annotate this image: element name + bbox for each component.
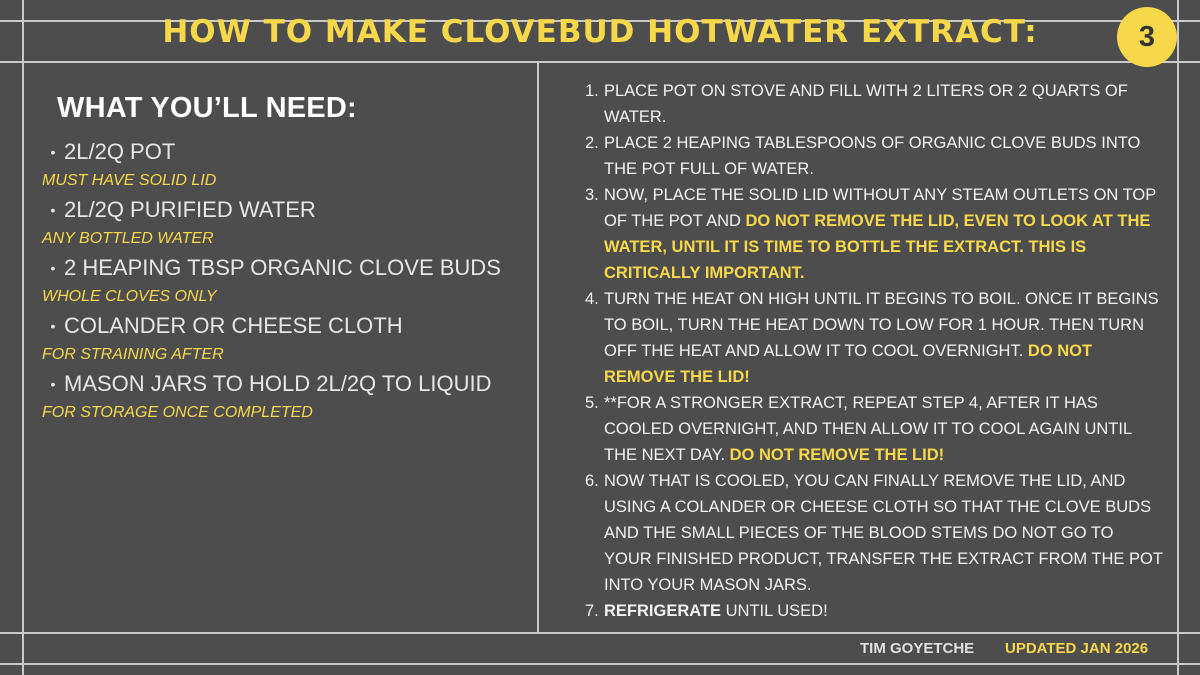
step-item: [585, 286, 1165, 390]
step-text-part: **FOR A STRONGER EXTRACT, REPEAT STEP 4, AFTER IT HAS COOLED OVERNIGHT, AND THEN ALLOW IT TO COOL AGAIN UNTIL THE NEXT DAY.: [604, 394, 1132, 464]
needs-item-note: ANY BOTTLED WATER: [42, 230, 214, 247]
step-item: [585, 182, 1165, 286]
page-title: HOW TO MAKE CLOVEBUD HOTWATER EXTRACT:: [162, 14, 1038, 50]
bullet-icon: •: [50, 202, 56, 218]
frame-line-header-bottom: [0, 61, 1200, 63]
needs-item: [40, 251, 530, 309]
step-number: 3.: [585, 186, 599, 204]
step-item: [585, 390, 1165, 468]
needs-panel: [40, 92, 530, 425]
steps-list: [585, 78, 1165, 624]
needs-item-note: FOR STRAINING AFTER: [42, 346, 224, 363]
needs-item: [40, 367, 530, 425]
needs-item-row: [40, 367, 530, 401]
needs-item-note: FOR STORAGE ONCE COMPLETED: [42, 404, 313, 421]
step-text-part: PLACE 2 HEAPING TABLESPOONS OF ORGANIC CLOVE BUDS INTO THE POT FULL OF WATER.: [604, 134, 1141, 178]
step-text: [604, 468, 1165, 598]
step-item: [585, 598, 1165, 624]
needs-item-label: 2L/2Q PURIFIED WATER: [64, 197, 316, 222]
needs-item: [40, 193, 530, 251]
step-text-part: TURN THE HEAT ON HIGH UNTIL IT BEGINS TO BOIL. ONCE IT BEGINS TO BOIL, TURN THE HEAT DOWN TO LOW FOR 1 HOUR. THEN TURN OFF THE HEAT AND ALLOW IT TO COOL OVERNIGHT.: [604, 290, 1159, 360]
needs-item: [40, 135, 530, 193]
step-text-part: REFRIGERATE: [604, 602, 722, 620]
step-text-part: NOW THAT IS COOLED, YOU CAN FINALLY REMOVE THE LID, AND USING A COLANDER OR CHEESE CLOTH SO THAT THE CLOVE BUDS AND THE SMALL PIECES OF THE BLOOD STEMS DO NOT GO TO YOUR FINISHED PRODUCT, TRANSFER THE EXTRACT FROM THE POT INTO YOUR MASON JARS.: [604, 472, 1163, 594]
frame-line-content-bottom: [0, 632, 1200, 634]
needs-list: [40, 135, 530, 425]
needs-item-label: COLANDER OR CHEESE CLOTH: [64, 313, 403, 338]
needs-item-label: MASON JARS TO HOLD 2L/2Q TO LIQUID: [64, 371, 492, 396]
step-number: 2.: [585, 134, 599, 152]
step-text: [604, 390, 1165, 468]
bullet-icon: •: [50, 260, 56, 276]
frame-line-left: [22, 0, 24, 675]
step-item: [585, 468, 1165, 598]
step-item: [585, 78, 1165, 130]
bullet-icon: •: [50, 376, 56, 392]
needs-item-row: [40, 309, 530, 343]
step-item: [585, 130, 1165, 182]
frame-line-footer-bottom: [0, 663, 1200, 665]
step-text-part: NOW, PLACE THE SOLID LID WITHOUT ANY STEAM OUTLETS ON TOP OF THE POT AND: [604, 186, 1156, 230]
step-warning-text: DO NOT REMOVE THE LID!: [729, 446, 945, 464]
step-warning-text: DO NOT REMOVE THE LID!: [604, 342, 1093, 386]
updated-date: UPDATED JAN 2026: [1005, 640, 1149, 657]
needs-item-row: [40, 251, 530, 285]
step-text-part: PLACE POT ON STOVE AND FILL WITH 2 LITERS OR 2 QUARTS OF WATER.: [604, 82, 1128, 126]
needs-item: [40, 309, 530, 367]
step-text: [604, 286, 1165, 390]
needs-item-label: 2L/2Q POT: [64, 139, 176, 164]
bullet-icon: •: [50, 318, 56, 334]
step-text: [604, 598, 1165, 624]
step-number: 5.: [585, 394, 599, 412]
step-text: [604, 130, 1165, 182]
needs-item-label: 2 HEAPING TBSP ORGANIC CLOVE BUDS: [64, 255, 501, 280]
frame-line-divider: [537, 61, 539, 634]
step-text: [604, 182, 1165, 286]
step-text-part: UNTIL USED!: [721, 602, 828, 620]
step-number: 4.: [585, 290, 599, 308]
frame-line-right: [1177, 0, 1179, 675]
step-number: 7.: [585, 602, 599, 620]
needs-item-row: [40, 193, 530, 227]
author-name: TIM GOYETCHE: [860, 640, 975, 657]
needs-item-note: WHOLE CLOVES ONLY: [42, 288, 217, 305]
needs-heading: WHAT YOU’LL NEED:: [57, 92, 357, 124]
needs-item-note: MUST HAVE SOLID LID: [42, 172, 217, 189]
bullet-icon: •: [50, 144, 56, 160]
step-number: 1.: [585, 82, 599, 100]
needs-item-row: [40, 135, 530, 169]
step-text: [604, 78, 1165, 130]
page-number-badge: 3: [1117, 7, 1177, 67]
step-number: 6.: [585, 472, 599, 490]
step-warning-text: DO NOT REMOVE THE LID, EVEN TO LOOK AT THE WATER, UNTIL IT IS TIME TO BOTTLE THE EXTRACT. THIS IS CRITICALLY IMPORTANT.: [604, 212, 1151, 282]
